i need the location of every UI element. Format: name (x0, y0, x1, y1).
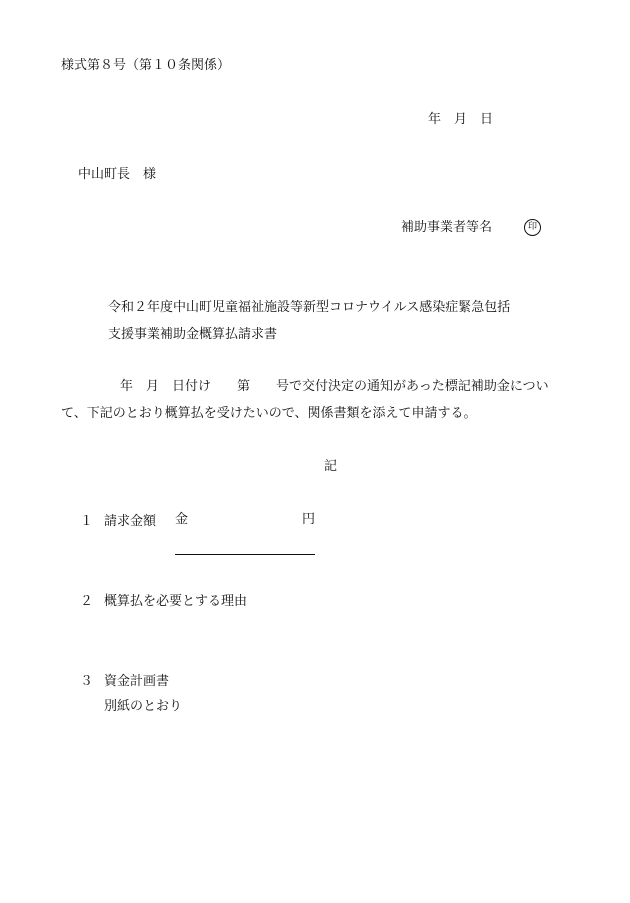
date-line: 年 月 日 (428, 112, 494, 127)
addressee: 中山町長 様 (78, 167, 157, 182)
form-number: 様式第８号（第１０条関係） (61, 58, 231, 73)
amount-prefix: 金 (175, 512, 189, 527)
applicant-label: 補助事業者等名 (401, 220, 493, 235)
amount-field (175, 513, 315, 555)
item-1-label: 請求金額 (104, 514, 157, 529)
body-text-line-2: て、下記のとおり概算払を受けたいので、関係書類を添えて申請する。 (61, 406, 477, 421)
item-3-number: ３ (80, 674, 94, 689)
document-title-line-1: 令和２年度中山町児童福祉施設等新型コロナウイルス感染症緊急包括 (108, 300, 511, 315)
item-2-number: ２ (80, 594, 94, 609)
document-title-line-2: 支援事業補助金概算払請求書 (108, 327, 278, 342)
body-text-line-1: 年 月 日付け 第 号で交付決定の通知があった標記補助金につい (120, 379, 549, 394)
item-3-label: 資金計画書 (104, 674, 170, 689)
ki-heading: 記 (324, 459, 338, 474)
item-3-note: 別紙のとおり (104, 699, 183, 714)
amount-suffix: 円 (301, 512, 315, 527)
item-1-number: １ (80, 514, 94, 529)
item-2-label: 概算払を必要とする理由 (104, 594, 248, 609)
seal-mark: 印 (524, 219, 541, 236)
